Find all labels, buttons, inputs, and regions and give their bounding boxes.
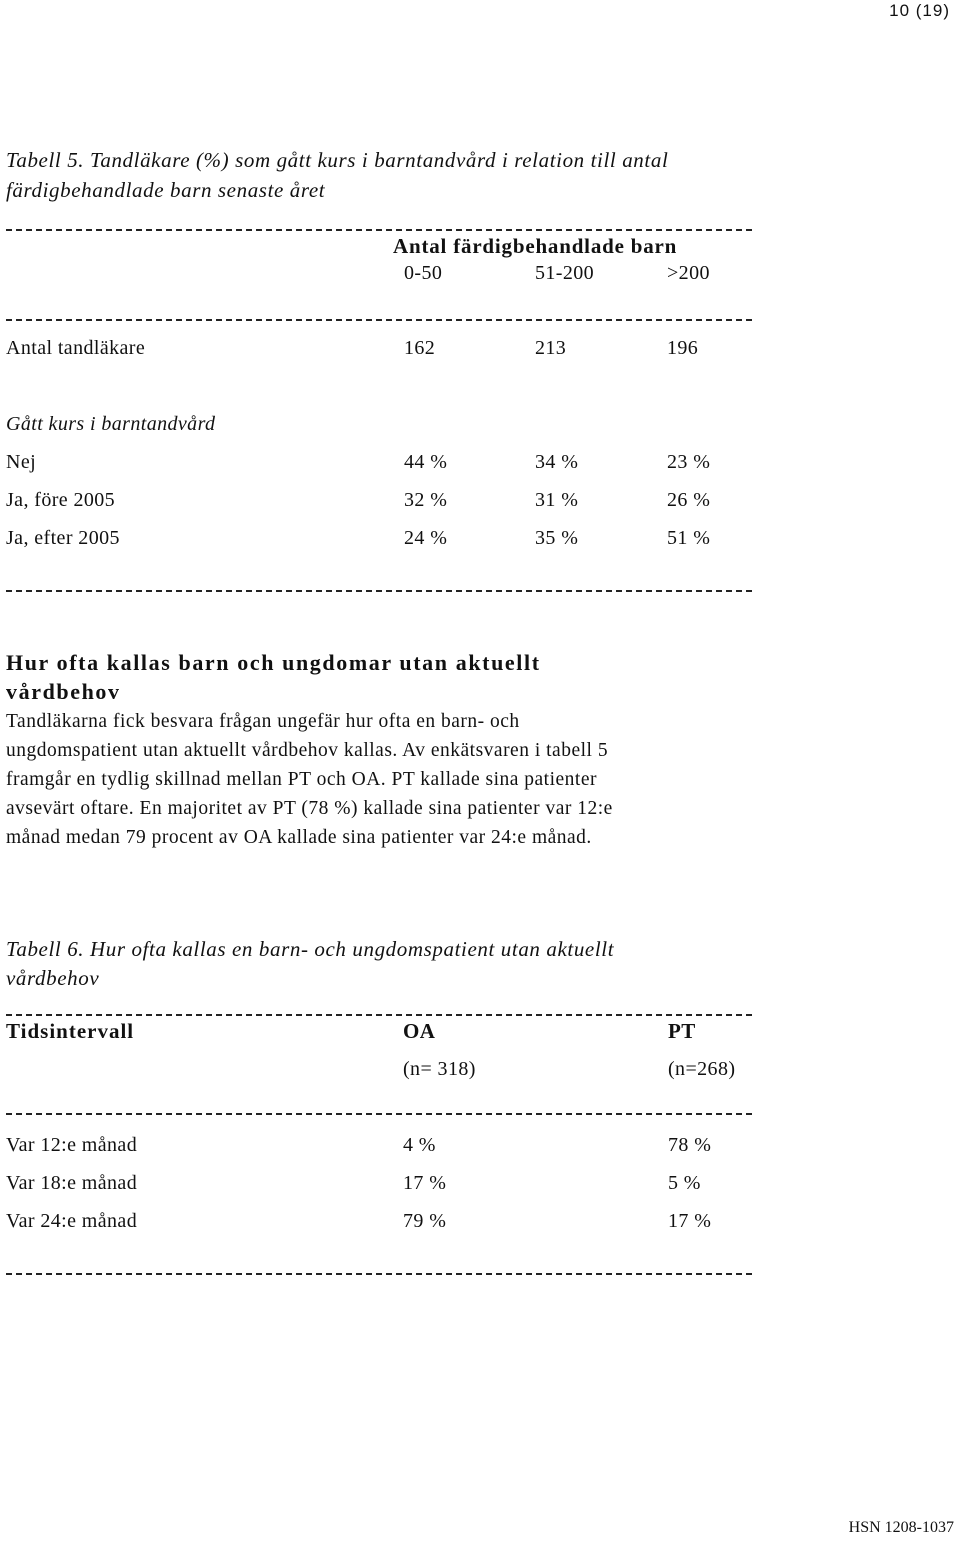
paragraph-line: ungdomspatient utan aktuellt vårdbehov kallas. Av enkätsvaren i tabell 5	[6, 740, 609, 761]
table5-cell: 35 %	[535, 527, 579, 549]
table6-header-pt: PT	[668, 1019, 696, 1043]
table5-cell: 23 %	[667, 451, 711, 473]
section-heading-line1: Hur ofta kallas barn och ungdomar utan aktuellt	[6, 650, 541, 675]
table5-row-label: Nej	[6, 451, 37, 473]
table6-header-oa: OA	[403, 1019, 436, 1043]
table5-cell: 34 %	[535, 451, 579, 473]
table6-top-rule	[6, 1014, 752, 1016]
table5-cell: 44 %	[404, 451, 448, 473]
paragraph-line: Tandläkarna fick besvara frågan ungefär hur ofta en barn- och	[6, 711, 520, 732]
table5-column-0-50: 0-50	[404, 262, 443, 284]
table5-cell: 31 %	[535, 489, 579, 511]
table6-header-interval: Tidsintervall	[6, 1019, 135, 1043]
table6-bottom-rule	[6, 1273, 752, 1275]
document-footer-code: HSN 1208-1037	[848, 1519, 954, 1536]
paragraph-line: avsevärt oftare. En majoritet av PT (78 %) kallade sina patienter var 12:e	[6, 798, 613, 819]
table6-caption-line2: vårdbehov	[6, 966, 100, 990]
table6-subheader-oa: (n= 318)	[403, 1058, 476, 1080]
table6-cell: 79 %	[403, 1210, 447, 1232]
table5-cell: 24 %	[404, 527, 448, 549]
paragraph-line: månad medan 79 procent av OA kallade sina patienter var 24:e månad.	[6, 827, 592, 848]
paragraph-line: framgår en tydlig skillnad mellan PT och OA. PT kallade sina patienter	[6, 769, 597, 790]
table5-section-label: Gått kurs i barntandvård	[6, 413, 216, 435]
table6-cell: 17 %	[668, 1210, 712, 1232]
page-number: 10 (19)	[889, 1, 950, 20]
table5-column-over-200: >200	[667, 262, 710, 284]
table6-row-label: Var 24:e månad	[6, 1210, 138, 1232]
table5-count-label: Antal tandläkare	[6, 337, 146, 359]
table5-group-header: Antal färdigbehandlade barn	[393, 234, 678, 258]
table5-count-value: 162	[404, 337, 436, 359]
table6-row-label: Var 18:e månad	[6, 1172, 138, 1194]
table6-cell: 78 %	[668, 1134, 712, 1156]
table5-caption-line2: färdigbehandlade barn senaste året	[6, 178, 326, 202]
table5-cell: 51 %	[667, 527, 711, 549]
table5-count-value: 213	[535, 337, 567, 359]
table6-cell: 4 %	[403, 1134, 436, 1156]
table6-cell: 17 %	[403, 1172, 447, 1194]
table5-count-value: 196	[667, 337, 699, 359]
table5-cell: 32 %	[404, 489, 448, 511]
table5-header-rule	[6, 319, 752, 321]
table5-caption-line1: Tabell 5. Tandläkare (%) som gått kurs i barntandvård i relation till antal	[6, 148, 669, 172]
table6-caption-line1: Tabell 6. Hur ofta kallas en barn- och ungdomspatient utan aktuellt	[6, 937, 615, 961]
table5-cell: 26 %	[667, 489, 711, 511]
table5-row-label: Ja, efter 2005	[6, 527, 120, 549]
table5-row-label: Ja, före 2005	[6, 489, 116, 511]
table5-top-rule	[6, 229, 752, 231]
table6-row-label: Var 12:e månad	[6, 1134, 138, 1156]
table6-subheader-pt: (n=268)	[668, 1058, 736, 1080]
table5-column-51-200: 51-200	[535, 262, 595, 284]
table6-cell: 5 %	[668, 1172, 701, 1194]
table5-bottom-rule	[6, 590, 752, 592]
section-heading-line2: vårdbehov	[6, 679, 121, 704]
table6-header-rule	[6, 1113, 752, 1115]
